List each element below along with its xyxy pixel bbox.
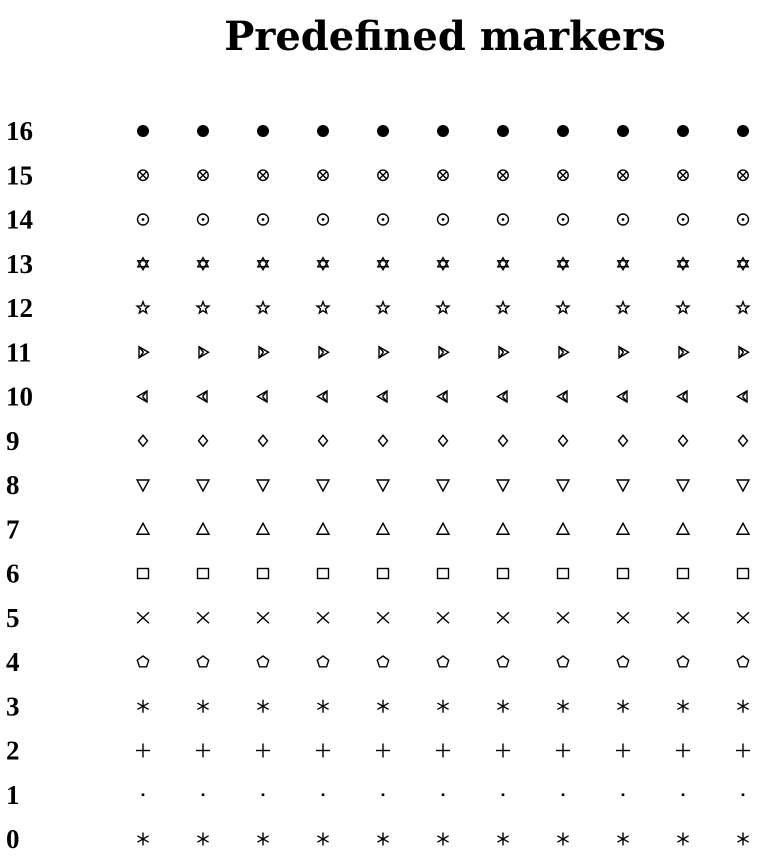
marker-hexagram-star-row-13-point-2	[198, 258, 208, 270]
row-label-16: 16	[6, 116, 33, 146]
marker-filled-circle-row-16-point-7	[497, 125, 509, 137]
marker-circle-x-row-15-point-2	[198, 170, 208, 180]
marker-triangle-left-row-10-point-6	[438, 391, 448, 402]
marker-circle-x-row-15-point-3	[258, 170, 268, 180]
marker-triangle-up-row-7-point-8	[557, 523, 569, 534]
marker-circle-x-row-15-point-4	[318, 170, 328, 180]
marker-triangle-up-row-7-point-10	[677, 523, 689, 534]
marker-circle-x-row-15-point-5	[378, 170, 388, 180]
marker-hexagram-star-row-13-point-3	[258, 258, 268, 270]
marker-asterisk-row-0-point-3	[257, 833, 268, 846]
marker-square-row-6-point-9	[618, 569, 629, 579]
row-label-1: 1	[6, 779, 20, 810]
marker-circle-x-row-15-point-7	[498, 170, 508, 180]
marker-diamond-row-9-point-10	[679, 435, 688, 446]
marker-asterisk-row-0-point-9	[617, 833, 628, 846]
marker-triangle-down-row-8-point-9	[617, 480, 629, 491]
row-label-12: 12	[6, 293, 33, 323]
marker-grid	[136, 125, 750, 846]
marker-pentagon-row-4-point-4	[317, 656, 328, 667]
marker-five-point-star-row-12-point-10	[677, 302, 689, 313]
row-labels	[6, 116, 33, 854]
marker-plus-row-2-point-7	[496, 744, 510, 758]
marker-cross-row-5-point-8	[557, 612, 569, 623]
marker-triangle-up-row-7-point-4	[317, 523, 329, 534]
marker-five-point-star-row-12-point-2	[197, 302, 209, 313]
marker-pentagon-row-4-point-10	[677, 656, 688, 667]
marker-triangle-left-row-10-point-2	[198, 391, 208, 402]
marker-triangle-left-row-10-point-8	[558, 391, 568, 402]
marker-dot-row-1-point-1	[142, 793, 145, 796]
marker-triangle-right-row-11-point-11	[739, 347, 749, 358]
marker-square-row-6-point-8	[558, 569, 569, 579]
marker-triangle-left-row-10-point-3	[258, 391, 268, 402]
marker-five-point-star-row-12-point-5	[377, 302, 389, 313]
marker-triangle-up-row-7-point-2	[197, 523, 209, 534]
marker-triangle-up-row-7-point-9	[617, 523, 629, 534]
marker-triangle-right-row-11-point-9	[619, 347, 629, 358]
marker-plus-row-2-point-1	[136, 744, 150, 758]
marker-circle-dot-row-14-point-2	[198, 214, 209, 225]
marker-five-point-star-row-12-point-11	[737, 302, 749, 313]
marker-five-point-star-row-12-point-9	[617, 302, 629, 313]
marker-asterisk-row-0-point-10	[677, 833, 688, 846]
marker-triangle-down-row-8-point-7	[497, 480, 509, 491]
marker-filled-circle-row-16-point-8	[557, 125, 569, 137]
marker-pentagon-row-4-point-9	[617, 656, 628, 667]
marker-plus-row-2-point-10	[676, 744, 690, 758]
marker-five-point-star-row-12-point-1	[137, 302, 149, 313]
marker-dot-row-1-point-10	[682, 793, 685, 796]
row-label-11: 11	[6, 337, 32, 368]
marker-circle-dot-row-14-point-10	[678, 214, 689, 225]
marker-asterisk-row-0-point-8	[557, 833, 568, 846]
marker-triangle-right-row-11-point-7	[499, 347, 509, 358]
marker-asterisk-row-3-point-10	[677, 700, 688, 713]
marker-cross-row-5-point-3	[257, 612, 269, 623]
marker-five-point-star-row-12-point-3	[257, 302, 269, 313]
marker-cross-row-5-point-2	[197, 612, 209, 623]
marker-asterisk-row-3-point-11	[737, 700, 748, 713]
marker-square-row-6-point-11	[738, 569, 749, 579]
marker-plus-row-2-point-8	[556, 744, 570, 758]
marker-triangle-right-row-11-point-8	[559, 347, 569, 358]
marker-hexagram-star-row-13-point-8	[558, 258, 568, 270]
marker-five-point-star-row-12-point-4	[317, 302, 329, 313]
marker-triangle-down-row-8-point-5	[377, 480, 389, 491]
marker-hexagram-star-row-13-point-5	[378, 258, 388, 270]
row-label-0: 0	[6, 824, 20, 854]
marker-triangle-down-row-8-point-1	[137, 480, 149, 491]
marker-circle-x-row-15-point-6	[438, 170, 448, 180]
marker-circle-x-row-15-point-9	[618, 170, 628, 180]
marker-diamond-row-9-point-3	[259, 435, 268, 446]
marker-hexagram-star-row-13-point-1	[138, 258, 148, 270]
marker-dot-row-1-point-2	[202, 793, 205, 796]
marker-square-row-6-point-6	[438, 569, 449, 579]
row-label-3: 3	[6, 691, 20, 722]
marker-diamond-row-9-point-11	[739, 435, 748, 446]
marker-hexagram-star-row-13-point-9	[618, 258, 628, 270]
marker-triangle-left-row-10-point-10	[678, 391, 688, 402]
row-label-6: 6	[6, 558, 20, 589]
marker-five-point-star-row-12-point-7	[497, 302, 509, 313]
marker-circle-dot-row-14-point-1	[138, 214, 149, 225]
marker-asterisk-row-3-point-8	[557, 700, 568, 713]
marker-plus-row-2-point-11	[736, 744, 750, 758]
marker-diamond-row-9-point-7	[499, 435, 508, 446]
marker-circle-x-row-15-point-8	[558, 170, 568, 180]
marker-triangle-left-row-10-point-4	[318, 391, 328, 402]
row-label-4: 4	[6, 647, 20, 677]
marker-cross-row-5-point-9	[617, 612, 629, 623]
marker-triangle-right-row-11-point-6	[439, 347, 449, 358]
marker-five-point-star-row-12-point-8	[557, 302, 569, 313]
marker-filled-circle-row-16-point-6	[437, 125, 449, 137]
marker-diamond-row-9-point-4	[319, 435, 328, 446]
marker-asterisk-row-3-point-5	[377, 700, 388, 713]
marker-five-point-star-row-12-point-6	[437, 302, 449, 313]
marker-hexagram-star-row-13-point-10	[678, 258, 688, 270]
marker-dot-row-1-point-8	[562, 793, 565, 796]
marker-pentagon-row-4-point-8	[557, 656, 568, 667]
marker-pentagon-row-4-point-5	[377, 656, 388, 667]
marker-triangle-right-row-11-point-4	[319, 347, 329, 358]
marker-triangle-up-row-7-point-1	[137, 523, 149, 534]
marker-asterisk-row-0-point-2	[197, 833, 208, 846]
marker-circle-dot-row-14-point-11	[738, 214, 749, 225]
marker-triangle-down-row-8-point-4	[317, 480, 329, 491]
chart-title: Predefined markers	[224, 13, 666, 60]
marker-triangle-down-row-8-point-3	[257, 480, 269, 491]
marker-circle-dot-row-14-point-8	[558, 214, 569, 225]
marker-triangle-left-row-10-point-5	[378, 391, 388, 402]
marker-triangle-down-row-8-point-8	[557, 480, 569, 491]
marker-circle-dot-row-14-point-7	[498, 214, 509, 225]
marker-filled-circle-row-16-point-1	[137, 125, 149, 137]
marker-hexagram-star-row-13-point-7	[498, 258, 508, 270]
marker-triangle-right-row-11-point-5	[379, 347, 389, 358]
marker-filled-circle-row-16-point-4	[317, 125, 329, 137]
marker-triangle-down-row-8-point-11	[737, 480, 749, 491]
marker-asterisk-row-0-point-11	[737, 833, 748, 846]
marker-dot-row-1-point-7	[502, 793, 505, 796]
marker-asterisk-row-3-point-9	[617, 700, 628, 713]
marker-cross-row-5-point-4	[317, 612, 329, 623]
marker-circle-x-row-15-point-1	[138, 170, 148, 180]
marker-asterisk-row-0-point-5	[377, 833, 388, 846]
marker-square-row-6-point-4	[318, 569, 329, 579]
row-label-5: 5	[6, 602, 20, 633]
marker-filled-circle-row-16-point-2	[197, 125, 209, 137]
marker-filled-circle-row-16-point-5	[377, 125, 389, 137]
marker-plus-row-2-point-6	[436, 744, 450, 758]
marker-pentagon-row-4-point-3	[257, 656, 268, 667]
marker-triangle-up-row-7-point-3	[257, 523, 269, 534]
row-label-13: 13	[6, 248, 33, 279]
marker-hexagram-star-row-13-point-4	[318, 258, 328, 270]
marker-triangle-down-row-8-point-2	[197, 480, 209, 491]
marker-cross-row-5-point-7	[497, 612, 509, 623]
marker-plus-row-2-point-4	[316, 744, 330, 758]
marker-triangle-up-row-7-point-6	[437, 523, 449, 534]
marker-asterisk-row-0-point-6	[437, 833, 448, 846]
marker-triangle-left-row-10-point-1	[138, 391, 148, 402]
marker-asterisk-row-3-point-3	[257, 700, 268, 713]
marker-dot-row-1-point-6	[442, 793, 445, 796]
marker-dot-row-1-point-4	[322, 793, 325, 796]
marker-triangle-right-row-11-point-3	[259, 347, 269, 358]
marker-plus-row-2-point-2	[196, 744, 210, 758]
marker-dot-row-1-point-5	[382, 793, 385, 796]
marker-asterisk-row-0-point-7	[497, 833, 508, 846]
marker-square-row-6-point-1	[138, 569, 149, 579]
marker-diamond-row-9-point-5	[379, 435, 388, 446]
marker-cross-row-5-point-5	[377, 612, 389, 623]
marker-triangle-left-row-10-point-9	[618, 391, 628, 402]
marker-pentagon-row-4-point-11	[737, 656, 748, 667]
marker-circle-x-row-15-point-10	[678, 170, 688, 180]
marker-asterisk-row-3-point-1	[137, 700, 148, 713]
marker-triangle-right-row-11-point-10	[679, 347, 689, 358]
marker-triangle-left-row-10-point-7	[498, 391, 508, 402]
marker-cross-row-5-point-6	[437, 612, 449, 623]
marker-plus-row-2-point-5	[376, 744, 390, 758]
row-label-10: 10	[6, 381, 33, 412]
marker-plus-row-2-point-9	[616, 744, 630, 758]
marker-triangle-down-row-8-point-10	[677, 480, 689, 491]
marker-plus-row-2-point-3	[256, 744, 270, 758]
marker-asterisk-row-3-point-4	[317, 700, 328, 713]
marker-triangle-right-row-11-point-2	[199, 347, 209, 358]
marker-diamond-row-9-point-1	[139, 435, 148, 446]
marker-asterisk-row-3-point-2	[197, 700, 208, 713]
marker-square-row-6-point-5	[378, 569, 389, 579]
row-label-15: 15	[6, 160, 33, 191]
marker-square-row-6-point-3	[258, 569, 269, 579]
row-label-7: 7	[6, 514, 20, 545]
marker-dot-row-1-point-11	[742, 793, 745, 796]
marker-square-row-6-point-10	[678, 569, 689, 579]
marker-circle-x-row-15-point-11	[738, 170, 748, 180]
marker-filled-circle-row-16-point-11	[737, 125, 749, 137]
marker-square-row-6-point-2	[198, 569, 209, 579]
marker-asterisk-row-0-point-1	[137, 833, 148, 846]
marker-asterisk-row-3-point-7	[497, 700, 508, 713]
marker-hexagram-star-row-13-point-6	[438, 258, 448, 270]
row-label-2: 2	[6, 735, 20, 766]
marker-circle-dot-row-14-point-3	[258, 214, 269, 225]
marker-dot-row-1-point-3	[262, 793, 265, 796]
marker-triangle-up-row-7-point-5	[377, 523, 389, 534]
marker-cross-row-5-point-1	[137, 612, 149, 623]
marker-pentagon-row-4-point-2	[197, 656, 208, 667]
marker-cross-row-5-point-11	[737, 612, 749, 623]
marker-triangle-down-row-8-point-6	[437, 480, 449, 491]
marker-triangle-up-row-7-point-7	[497, 523, 509, 534]
marker-circle-dot-row-14-point-9	[618, 214, 629, 225]
row-label-14: 14	[6, 204, 33, 235]
marker-triangle-right-row-11-point-1	[139, 347, 149, 358]
marker-pentagon-row-4-point-7	[497, 656, 508, 667]
marker-diamond-row-9-point-6	[439, 435, 448, 446]
marker-triangle-left-row-10-point-11	[738, 391, 748, 402]
row-label-8: 8	[6, 470, 20, 500]
row-label-9: 9	[6, 425, 20, 456]
marker-pentagon-row-4-point-6	[437, 656, 448, 667]
marker-filled-circle-row-16-point-9	[617, 125, 629, 137]
marker-diamond-row-9-point-9	[619, 435, 628, 446]
marker-asterisk-row-0-point-4	[317, 833, 328, 846]
marker-square-row-6-point-7	[498, 569, 509, 579]
marker-diamond-row-9-point-2	[199, 435, 208, 446]
marker-circle-dot-row-14-point-5	[378, 214, 389, 225]
marker-filled-circle-row-16-point-3	[257, 125, 269, 137]
marker-triangle-up-row-7-point-11	[737, 523, 749, 534]
marker-circle-dot-row-14-point-4	[318, 214, 329, 225]
marker-cross-row-5-point-10	[677, 612, 689, 623]
marker-pentagon-row-4-point-1	[137, 656, 148, 667]
marker-filled-circle-row-16-point-10	[677, 125, 689, 137]
marker-hexagram-star-row-13-point-11	[738, 258, 748, 270]
marker-dot-row-1-point-9	[622, 793, 625, 796]
marker-asterisk-row-3-point-6	[437, 700, 448, 713]
marker-diamond-row-9-point-8	[559, 435, 568, 446]
marker-circle-dot-row-14-point-6	[438, 214, 449, 225]
